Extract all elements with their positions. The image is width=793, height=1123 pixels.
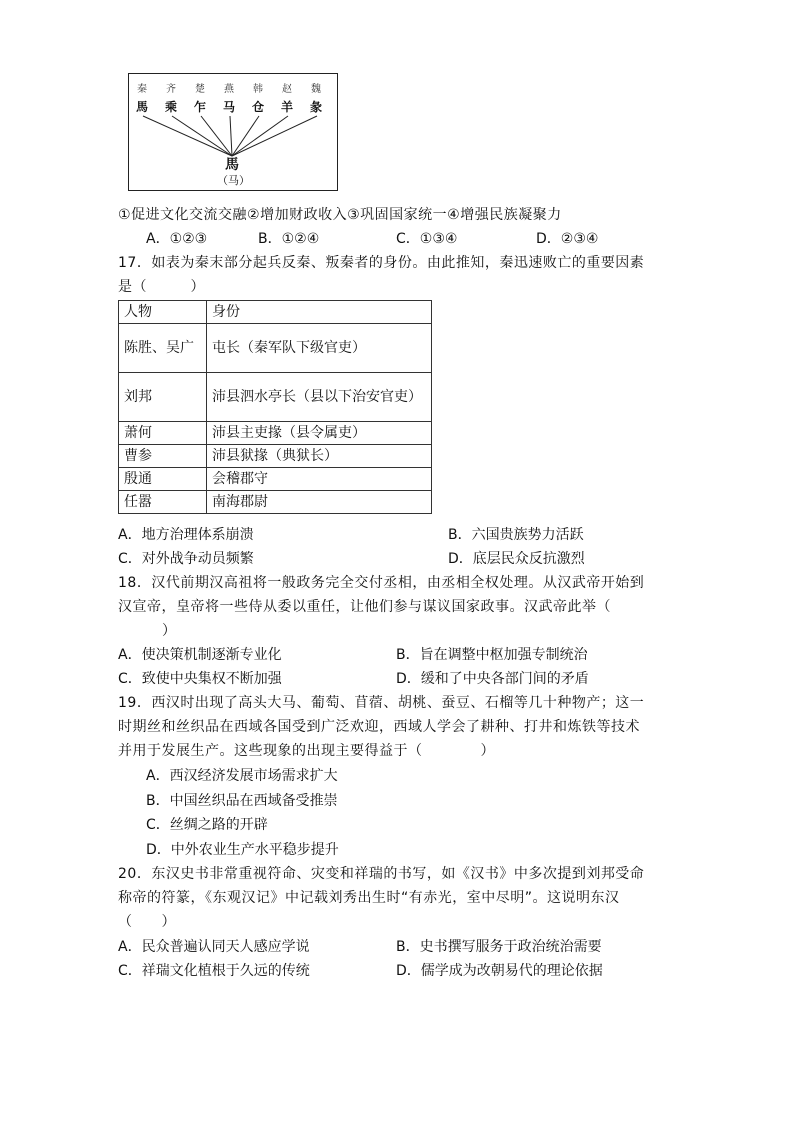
q20-option-a[interactable]: A．民众普遍认同天人感应学说	[118, 939, 310, 955]
q19-stem-cont: 并用于发展生产。这些现象的出现主要得益于（ ）	[118, 743, 495, 759]
q17-option-b[interactable]: B．六国贵族势力活跃	[448, 527, 584, 543]
table-cell: 南海郡尉	[207, 491, 432, 514]
table-cell: 沛县狱掾（典狱长）	[207, 445, 432, 468]
q20-option-c[interactable]: C．祥瑞文化植根于久远的传统	[118, 963, 310, 979]
state-label: 秦	[137, 84, 147, 95]
state-label: 楚	[195, 84, 205, 95]
ancient-glyph: 乘	[165, 100, 178, 114]
q18-option-a[interactable]: A．使决策机制逐渐专业化	[118, 647, 282, 663]
q16-option-a[interactable]: A．①②③	[146, 231, 208, 247]
table-cell: 萧何	[119, 422, 207, 445]
q17-option-c[interactable]: C．对外战争动员频繁	[118, 551, 254, 567]
table-row	[119, 491, 432, 514]
table-row	[119, 373, 432, 422]
table-header: 人物	[119, 301, 207, 324]
ancient-glyph: 仓	[252, 100, 265, 114]
q17-stem: 17．如表为秦末部分起兵反秦、叛秦者的身份。由此推知，秦迅速败亡的重要因素	[118, 255, 645, 271]
q18-option-c[interactable]: C．致使中央集权不断加强	[118, 671, 282, 687]
q16-option-d[interactable]: D．②③④	[536, 231, 599, 247]
q16-statements: ①促进文化交流交融②增加财政收入③巩固国家统一④增强民族凝聚力	[118, 207, 562, 223]
state-label: 赵	[282, 84, 292, 95]
unified-label: （马）	[217, 174, 250, 187]
q19-option-a[interactable]: A．西汉经济发展市场需求扩大	[146, 768, 338, 784]
q20-option-d[interactable]: D．儒学成为改朝易代的理论依据	[396, 963, 603, 979]
table-row	[119, 468, 432, 491]
q20-stem-close: （ ）	[118, 914, 176, 930]
table-header: 身份	[207, 301, 432, 324]
ancient-glyph: 马	[223, 100, 236, 114]
q19-option-c[interactable]: C．丝绸之路的开辟	[146, 817, 268, 833]
table-row	[119, 422, 432, 445]
q17-option-a[interactable]: A．地方治理体系崩溃	[118, 527, 254, 543]
ancient-glyph: 乍	[194, 100, 207, 114]
q17-option-d[interactable]: D．底层民众反抗激烈	[448, 551, 585, 567]
table-row	[119, 324, 432, 373]
q16-option-b[interactable]: B．①②④	[258, 231, 320, 247]
state-label: 齐	[166, 84, 176, 95]
table-cell: 陈胜、吴广	[119, 324, 207, 373]
q18-stem-close: ）	[162, 623, 177, 639]
ancient-glyph: 馬	[136, 100, 149, 114]
table-cell: 殷通	[119, 468, 207, 491]
state-label: 韩	[253, 84, 263, 95]
q18-stem: 18．汉代前期汉高祖将一般政务完全交付丞相，由丞相全权处理。从汉武帝开始到	[118, 575, 645, 591]
character-unification-figure	[128, 73, 338, 191]
q19-stem: 19．西汉时出现了高头大马、葡萄、苜蓿、胡桃、蚕豆、石榴等几十种物产；这一	[118, 695, 645, 711]
q20-stem-cont: 称帝的符篆，《东观汉记》中记载刘秀出生时“有赤光，室中尽明”。这说明东汉	[118, 890, 620, 906]
ancient-glyph: 彖	[310, 100, 323, 114]
q20-option-b[interactable]: B．史书撰写服务于政治统治需要	[396, 939, 602, 955]
table-cell: 沛县泗水亭长（县以下治安官吏）	[207, 373, 432, 422]
q18-stem-cont: 汉宣帝，皇帝将一些侍从委以重任，让他们参与谋议国家政事。汉武帝此举（	[118, 599, 611, 615]
q19-option-b[interactable]: B．中国丝织品在西域备受推崇	[146, 793, 338, 809]
q17-stem-cont: 是（ ）	[118, 279, 205, 295]
q20-stem: 20．东汉史书非常重视符命、灾变和祥瑞的书写，如《汉书》中多次提到刘邦受命	[118, 866, 645, 882]
table-cell: 刘邦	[119, 373, 207, 422]
table-cell: 会稽郡守	[207, 468, 432, 491]
table-row	[119, 445, 432, 468]
q16-option-c[interactable]: C．①③④	[396, 231, 458, 247]
q18-option-d[interactable]: D．缓和了中央各部门间的矛盾	[396, 671, 589, 687]
ancient-glyph: 羊	[281, 100, 294, 114]
table-cell: 曹参	[119, 445, 207, 468]
unified-glyph: 馬	[225, 157, 239, 173]
state-label: 魏	[311, 84, 321, 95]
table-cell: 任嚣	[119, 491, 207, 514]
q18-option-b[interactable]: B．旨在调整中枢加强专制统治	[396, 647, 588, 663]
q19-option-d[interactable]: D．中外农业生产水平稳步提升	[146, 842, 339, 858]
table-cell: 沛县主吏掾（县令属吏）	[207, 422, 432, 445]
q17-table	[118, 300, 432, 514]
q19-stem-cont: 时期丝和丝织品在西域各国受到广泛欢迎，西域人学会了耕种、打井和炼铁等技术	[118, 719, 640, 735]
table-cell: 屯长（秦军队下级官吏）	[207, 324, 432, 373]
table-header-row	[119, 301, 432, 324]
state-label: 燕	[224, 84, 234, 95]
